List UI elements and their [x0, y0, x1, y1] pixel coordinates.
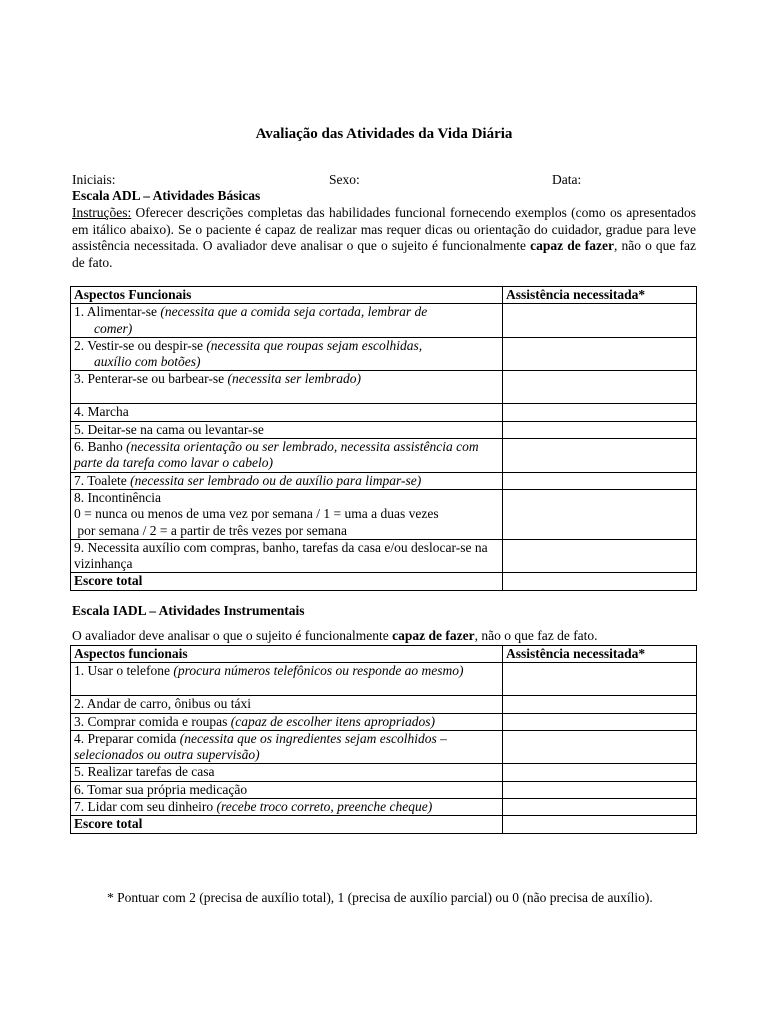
- table-row: [71, 371, 697, 404]
- table-row: [71, 663, 697, 696]
- table-row: [71, 439, 697, 473]
- assistencia-cell[interactable]: [503, 764, 697, 781]
- table-row: [71, 539, 697, 573]
- table-row: [71, 489, 697, 539]
- table-header-row: [71, 646, 697, 663]
- row-label: 6. Banho (necessita orientação ou ser lembrado, necessita assistência com parte da tarefa como lavar o cabelo): [71, 439, 503, 473]
- table-row: [71, 337, 697, 371]
- table-header-row: [71, 287, 697, 304]
- iadl-intro: O avaliador deve analisar o que o sujeito é funcionalmente capaz de fazer, não o que faz de fato.: [72, 628, 598, 643]
- row-label: 4. Marcha: [71, 404, 503, 421]
- assistencia-cell[interactable]: [503, 489, 697, 539]
- table-row: [71, 799, 697, 816]
- row-label: 9. Necessita auxílio com compras, banho, tarefas da casa e/ou deslocar-se na vizinhança: [71, 539, 503, 573]
- row-label: 5. Deitar-se na cama ou levantar-se: [71, 421, 503, 438]
- adl-table: [70, 286, 697, 591]
- table-row: [71, 472, 697, 489]
- column-header-aspectos: Aspectos funcionais: [71, 646, 503, 663]
- row-label: 1. Usar o telefone (procura números telefônicos ou responde ao mesmo): [71, 663, 503, 696]
- row-label: 4. Preparar comida (necessita que os ingredientes sejam escolhidos – selecionados ou outra supervisão): [71, 730, 503, 764]
- table-row: [71, 730, 697, 764]
- table-row: [71, 404, 697, 421]
- table-row: [71, 696, 697, 713]
- assistencia-cell[interactable]: [503, 781, 697, 798]
- row-label: 3. Comprar comida e roupas (capaz de escolher itens apropriados): [71, 713, 503, 730]
- assistencia-cell[interactable]: [503, 337, 697, 371]
- row-label: 1. Alimentar-se (necessita que a comida seja cortada, lembrar de comer): [71, 304, 503, 338]
- row-label: 6. Tomar sua própria medicação: [71, 781, 503, 798]
- data-label: Data:: [552, 172, 582, 187]
- instructions-bold: capaz de fazer: [530, 238, 615, 253]
- assistencia-cell[interactable]: [503, 713, 697, 730]
- assistencia-cell[interactable]: [503, 371, 697, 404]
- total-row: [71, 816, 697, 833]
- adl-instructions: [72, 205, 696, 271]
- row-label: 7. Toalete (necessita ser lembrado ou de auxílio para limpar-se): [71, 472, 503, 489]
- assistencia-cell[interactable]: [503, 799, 697, 816]
- total-row: [71, 573, 697, 590]
- assistencia-cell[interactable]: [503, 439, 697, 473]
- row-label: 7. Lidar com seu dinheiro (recebe troco correto, preenche cheque): [71, 799, 503, 816]
- row-label: 2. Vestir-se ou despir-se (necessita que roupas sejam escolhidas, auxílio com botões): [71, 337, 503, 371]
- page-title: Avaliação das Atividades da Vida Diária: [255, 126, 513, 142]
- assistencia-cell[interactable]: [503, 696, 697, 713]
- row-label: 8. Incontinência 0 = nunca ou menos de uma vez por semana / 1 = uma a duas vezes por semana / 2 = a partir de três vezes por semana: [71, 489, 503, 539]
- column-header-assistencia: Assistência necessitada*: [503, 646, 697, 663]
- footnote: * Pontuar com 2 (precisa de auxílio total), 1 (precisa de auxílio parcial) ou 0 (não precisa de auxílio).: [107, 890, 653, 905]
- total-cell[interactable]: [503, 816, 697, 833]
- adl-heading: Escala ADL – Atividades Básicas: [72, 188, 261, 203]
- instructions-text-1: Oferecer descrições completas das habilidades funcional fornecendo exemplos (como os apresentados em itálico abaixo). Se o paciente é capaz de realizar mas requer dicas ou orientação do cuidador, gradue para leve assistência necessitada. O avaliador deve analisar o que o sujeito é funcionalmente: [72, 205, 696, 253]
- instructions-text-2: , não o que faz de fato.: [72, 238, 696, 270]
- column-header-aspectos: Aspectos Funcionais: [71, 287, 503, 304]
- assistencia-cell[interactable]: [503, 404, 697, 421]
- table-row: [71, 781, 697, 798]
- assistencia-cell[interactable]: [503, 421, 697, 438]
- row-label: 5. Realizar tarefas de casa: [71, 764, 503, 781]
- row-label: 3. Penterar-se ou barbear-se (necessita ser lembrado): [71, 371, 503, 404]
- assistencia-cell[interactable]: [503, 304, 697, 338]
- table-row: [71, 421, 697, 438]
- sexo-label: Sexo:: [329, 172, 360, 187]
- assistencia-cell[interactable]: [503, 663, 697, 696]
- iadl-heading: Escala IADL – Atividades Instrumentais: [72, 603, 305, 618]
- total-cell[interactable]: [503, 573, 697, 590]
- assistencia-cell[interactable]: [503, 472, 697, 489]
- instructions-label: Instruções:: [72, 205, 132, 220]
- table-row: [71, 713, 697, 730]
- table-row: [71, 764, 697, 781]
- row-label: 2. Andar de carro, ônibus ou táxi: [71, 696, 503, 713]
- assistencia-cell[interactable]: [503, 730, 697, 764]
- assistencia-cell[interactable]: [503, 539, 697, 573]
- iniciais-label: Iniciais:: [72, 172, 116, 187]
- total-label: Escore total: [71, 573, 503, 590]
- total-label: Escore total: [71, 816, 503, 833]
- table-row: [71, 304, 697, 338]
- column-header-assistencia: Assistência necessitada*: [503, 287, 697, 304]
- iadl-table: [70, 645, 697, 834]
